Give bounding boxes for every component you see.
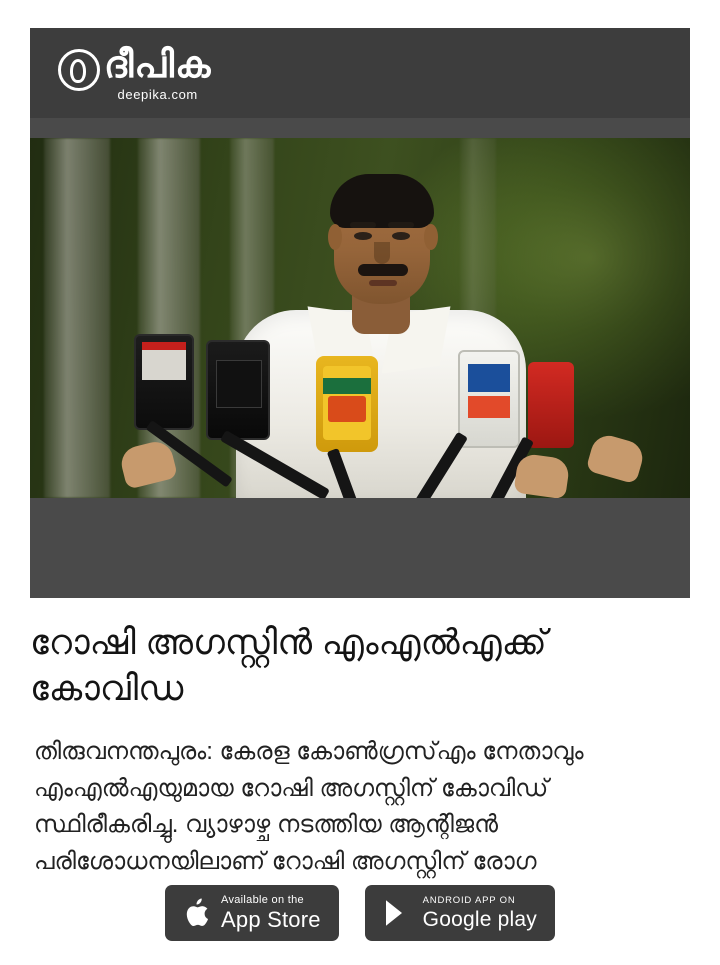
ear-right: [424, 224, 438, 250]
google-play-small-label: ANDROID APP ON: [422, 895, 516, 907]
brand-name: ദീപിക: [104, 43, 212, 85]
microphone-band: [323, 378, 371, 394]
store-badges: [0, 885, 720, 941]
app-store-badge[interactable]: [165, 885, 339, 941]
deepika-logo-icon: [58, 49, 100, 91]
microphone-head: [134, 334, 194, 430]
google-play-badge[interactable]: [365, 885, 555, 941]
app-store-big-label: App Store: [221, 907, 321, 932]
article-media-block: [30, 28, 690, 598]
brand-logo[interactable]: [58, 45, 211, 102]
article-photo: [30, 138, 690, 498]
microphone-head: [458, 350, 520, 448]
ear-left: [328, 224, 342, 250]
mouth: [369, 280, 397, 286]
microphone-band: [468, 396, 510, 418]
microphone-head: [206, 340, 270, 440]
eye-left: [354, 232, 372, 240]
google-play-big-label-2: play: [497, 907, 537, 931]
microphone-logo: [468, 364, 510, 392]
eyebrow-left: [350, 222, 376, 228]
nose: [374, 242, 390, 264]
google-play-big-label-1: Google: [422, 907, 492, 931]
article-body: തിരുവനന്തപുരം: കേരള കോൺഗ്രസ്‌എം നേതാവും എംഎൽഎയുമായ റോഷി അഗസ്റ്റിന് കോവിഡ് സ്ഥിരീകരിച്ചു. വ്യാഴാഴ്ച നടത്തിയ ആന്റിജൻ പരിശോധനയിലാണ് റോഷി അഗസ്റ്റിന് രോഗ: [34, 738, 584, 875]
brand-header: [30, 28, 690, 118]
apple-icon: [183, 898, 209, 928]
article-headline: റോഷി അഗസ്റ്റിൻ എംഎൽഎക്ക് കോവിഡ: [30, 623, 547, 709]
microphone-logo: [328, 396, 366, 422]
microphone-head: [528, 362, 574, 448]
pillar-decor: [44, 138, 110, 498]
moustache: [358, 264, 408, 276]
microphone-flag: [142, 350, 186, 380]
app-store-small-label: Available on the: [221, 894, 304, 906]
hair: [330, 174, 434, 228]
brand-domain: deepika.com: [117, 86, 198, 102]
eye-right: [392, 232, 410, 240]
microphone-flag: [216, 360, 262, 408]
microphone-head: [316, 356, 378, 452]
eyebrow-right: [388, 222, 414, 228]
google-play-icon: [383, 898, 411, 928]
